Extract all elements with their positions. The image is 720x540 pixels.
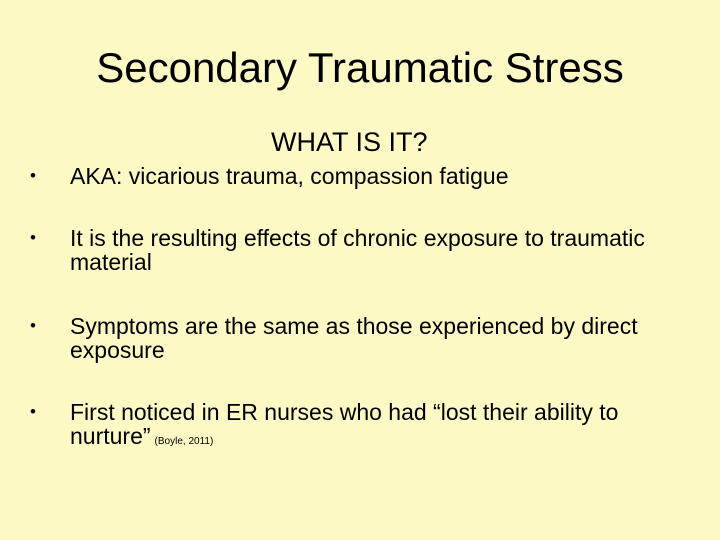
bullet-item-first-noticed	[30, 400, 680, 448]
citation: (Boyle, 2011)	[154, 436, 214, 447]
bullet-text: Symptoms are the same as those experienced by direct exposure	[70, 313, 638, 363]
bullet-dot-icon: •	[30, 166, 36, 185]
bullet-text	[70, 400, 680, 448]
bullet-text-body: First noticed in ER nurses who had “lost their ability to nurture”	[70, 399, 619, 449]
bullet-item-aka	[30, 164, 680, 188]
bullet-dot-icon: •	[30, 228, 36, 247]
bullet-text: It is the resulting effects of chronic exposure to traumatic material	[70, 225, 645, 275]
bullet-dot-icon: •	[30, 316, 36, 335]
bullet-item-definition	[30, 226, 680, 274]
bullet-item-symptoms	[30, 314, 680, 362]
slide-subtitle: WHAT IS IT?	[271, 127, 428, 157]
bullet-dot-icon: •	[30, 402, 36, 421]
slide-title: Secondary Traumatic Stress	[96, 44, 624, 91]
bullet-text: AKA: vicarious trauma, compassion fatigue	[70, 163, 509, 189]
